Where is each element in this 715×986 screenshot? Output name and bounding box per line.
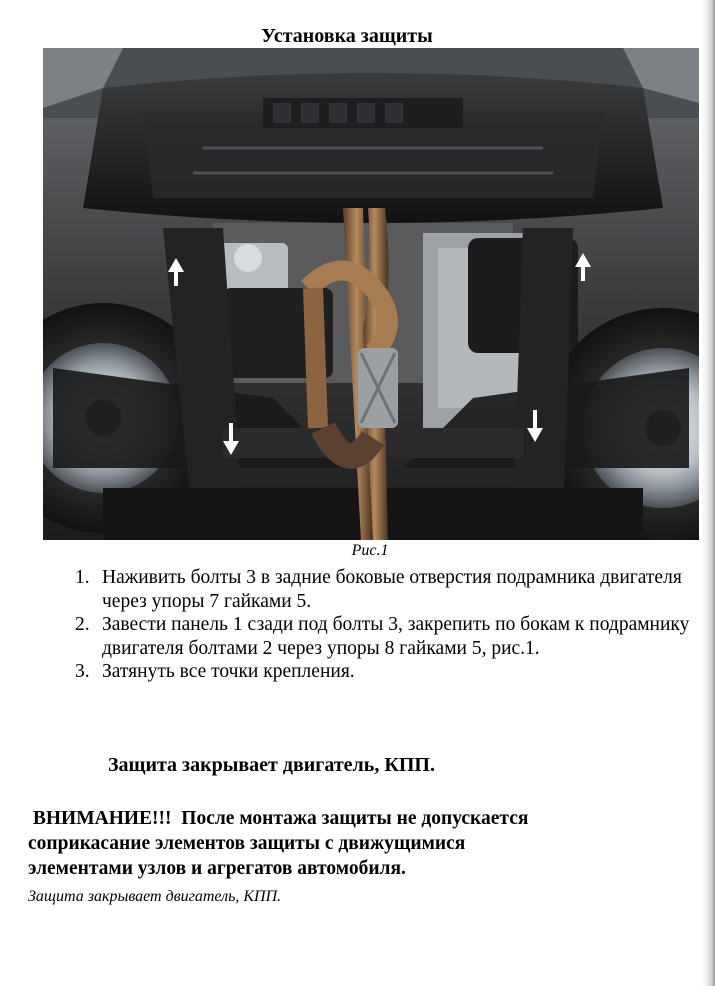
step-text: Завести панель 1 сзади под болты 3, закрепить по бокам к подрамнику двигателя болтами 2 через упоры 8 гайками 5, рис.1. (102, 614, 690, 659)
step-number: 1. (75, 567, 90, 588)
step-number: 3. (75, 661, 90, 682)
installation-steps (0, 566, 715, 684)
step-text: Затянуть все точки крепления. (102, 661, 355, 682)
footnote: Защита закрывает двигатель, КПП. (28, 888, 282, 905)
list-item (0, 660, 715, 684)
warning-block (28, 806, 668, 881)
page-title: Установка защиты (261, 25, 433, 47)
list-item (0, 613, 715, 660)
warning-line: соприкасание элементов защиты с движущимися (28, 833, 466, 854)
warning-line: ВНИМАНИЕ!!! После монтажа защиты не допускается (28, 808, 529, 829)
step-text: Наживить болты 3 в задние боковые отверстия подрамника двигателя через упоры 7 гайками 5. (102, 567, 682, 612)
figure-caption: Рис.1 (351, 542, 389, 559)
undercarriage-photo (43, 48, 699, 540)
list-item (0, 566, 715, 613)
page-edge-shadow (701, 0, 715, 986)
step-number: 2. (75, 614, 90, 635)
coverage-note: Защита закрывает двигатель, КПП. (108, 754, 435, 776)
warning-line: элементами узлов и агрегатов автомобиля. (28, 858, 406, 879)
